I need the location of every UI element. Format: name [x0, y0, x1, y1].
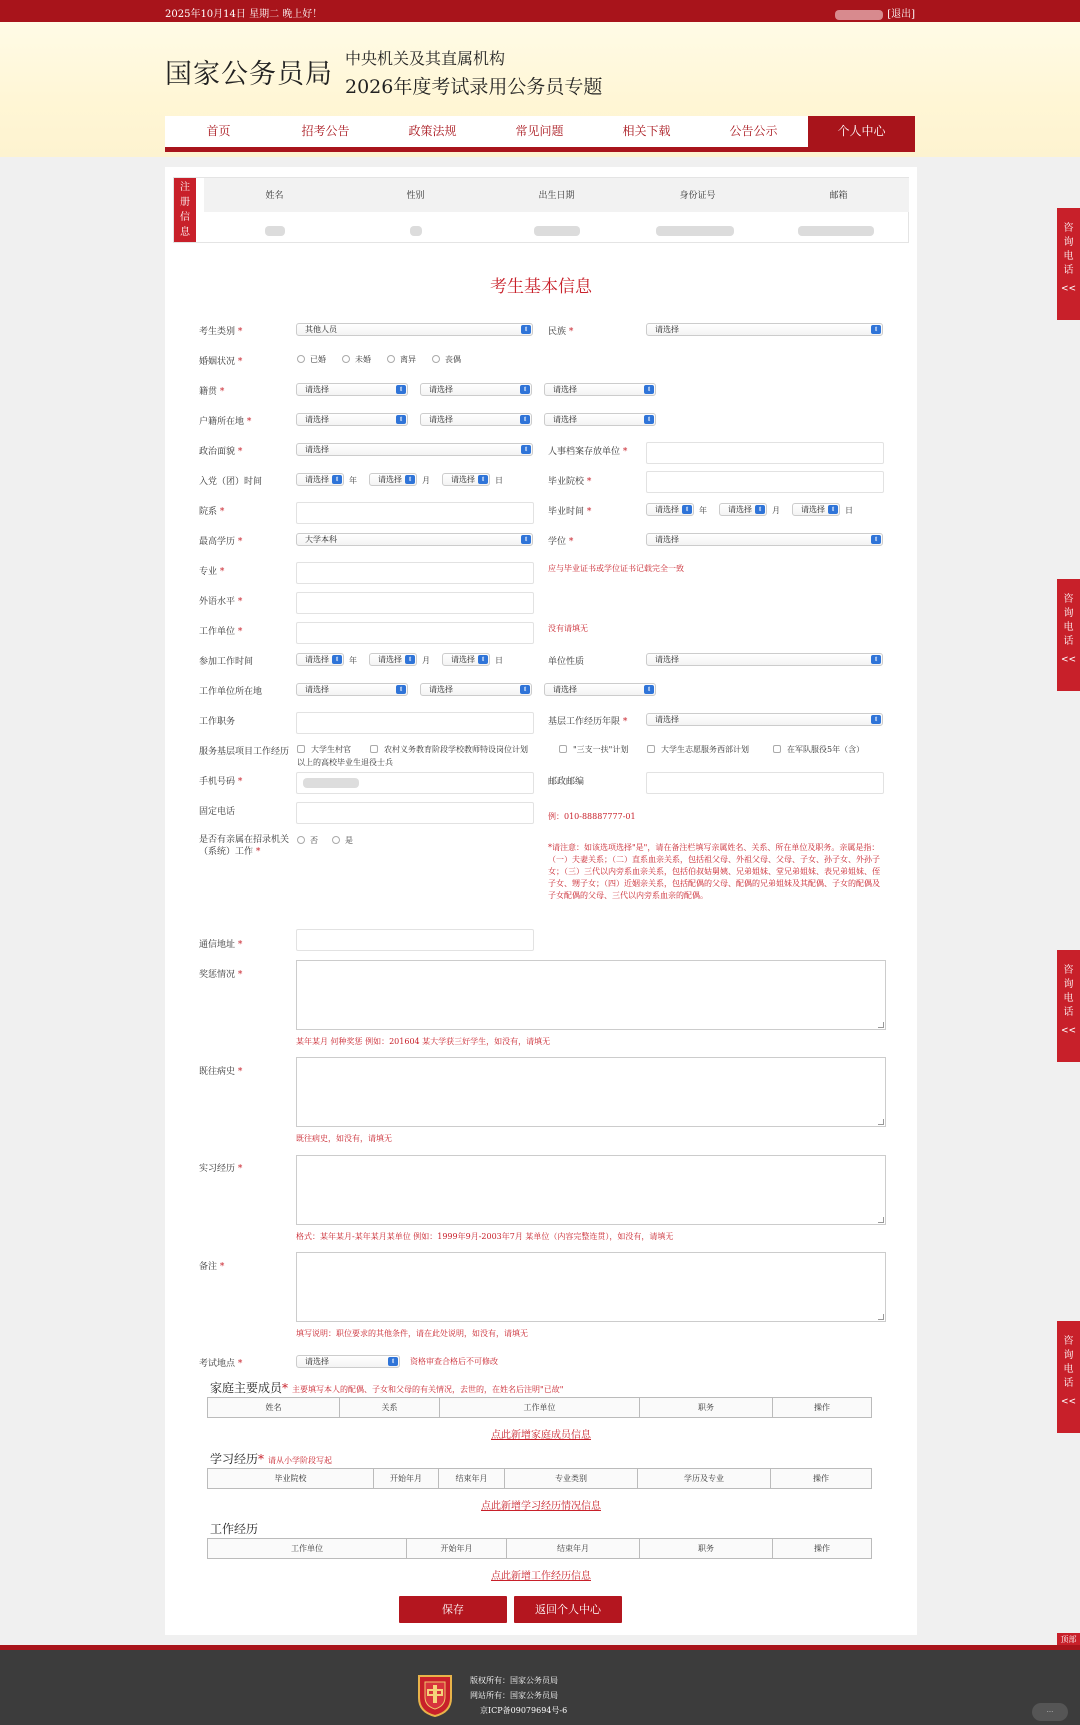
hint-major: 应与毕业证书或学位证书记载完全一致 — [548, 564, 684, 573]
registration-header — [204, 178, 909, 212]
hint-exam-location: 资格审查合格后不可修改 — [410, 1357, 498, 1366]
col-name: 姓名 — [265, 191, 284, 201]
work-city-select[interactable]: 请选择 ⇕ — [420, 683, 532, 696]
hint-landline: 例：010-88887777-01 — [548, 812, 636, 821]
consult-phone-tab-3[interactable]: 咨 询 电 话 << — [1057, 950, 1080, 1062]
col-birthdate: 出生日期 — [538, 191, 575, 201]
foreign-lang-input[interactable] — [296, 592, 534, 614]
label-grad-time: 毕业时间 * — [548, 507, 592, 517]
mobile-value-blurred — [303, 778, 359, 788]
save-button[interactable]: 保存 — [399, 1596, 507, 1623]
check-military-service[interactable]: 在军队服役5年（含） — [773, 744, 864, 755]
logout-link[interactable]: [退出] — [887, 9, 915, 20]
label-major: 专业 * — [199, 567, 225, 577]
education-select[interactable]: 大学本科 ⇕ — [296, 533, 533, 546]
native-province-select[interactable]: 请选择 ⇕ — [296, 383, 408, 396]
nav-announcements[interactable]: 招考公告 — [301, 124, 350, 138]
label-position: 工作职务 — [199, 717, 236, 727]
candidate-type-select[interactable]: 其他人员 ⇕ — [296, 323, 533, 336]
check-village-official[interactable]: 大学生村官 — [297, 744, 351, 755]
label-mobile: 手机号码 * — [199, 777, 243, 787]
hint-awards: 某年某月 何种奖惩 例如：201604 某大学获三好学生，如没有，请填无 — [296, 1037, 551, 1046]
col-email: 邮箱 — [829, 191, 848, 201]
resize-grip-icon — [878, 1119, 884, 1125]
work-month-select[interactable]: 请选择 ⇕ — [369, 653, 417, 666]
label-exam-location: 考试地点 * — [199, 1359, 243, 1369]
label-candidate-type: 考生类别 * — [199, 327, 243, 337]
label-department: 院系 * — [199, 507, 225, 517]
footer-icp[interactable]: 京ICP备09079694号-6 — [480, 1706, 568, 1715]
collapse-icon: << — [1060, 284, 1077, 294]
grad-year-select[interactable]: 请选择 ⇕ — [646, 503, 694, 516]
label-education: 最高学历 * — [199, 537, 243, 547]
hukou-city-select[interactable]: 请选择 ⇕ — [420, 413, 532, 426]
nav-downloads[interactable]: 相关下载 — [622, 124, 671, 138]
label-internship: 实习经历 * — [199, 1164, 243, 1174]
label-address: 通信地址 * — [199, 940, 243, 950]
label-landline: 固定电话 — [199, 807, 236, 817]
value-name-blurred — [265, 226, 285, 236]
label-grassroots-years: 基层工作经历年限 * — [548, 717, 628, 727]
user-area — [835, 5, 915, 20]
top-bar — [0, 0, 1080, 22]
political-select[interactable]: 请选择 ⇕ — [296, 443, 533, 456]
consult-phone-tab-4[interactable]: 咨 询 电 话 << — [1057, 1321, 1080, 1433]
resize-grip-icon — [878, 1217, 884, 1223]
registration-tag: 注 册 信 息 — [174, 178, 196, 242]
unit-nature-select[interactable]: 请选择 ⇕ — [646, 653, 883, 666]
label-party-time: 入党（团）时间 — [199, 477, 263, 487]
label-grad-school: 毕业院校 * — [548, 477, 592, 487]
study-section-title: 学习经历* 请从小学阶段写起 — [210, 1452, 333, 1466]
form-title: 考生基本信息 — [490, 277, 592, 297]
work-county-select[interactable]: 请选择 ⇕ — [544, 683, 656, 696]
archive-unit-input[interactable] — [646, 442, 884, 464]
label-political: 政治面貌 * — [199, 447, 243, 457]
collapse-icon: << — [1060, 655, 1077, 665]
label-unit-nature: 单位性质 — [548, 657, 585, 667]
label-marital: 婚姻状况 * — [199, 357, 243, 367]
work-section-title: 工作经历 — [210, 1522, 259, 1536]
value-birthdate-blurred — [534, 226, 580, 236]
hukou-province-select[interactable]: 请选择 ⇕ — [296, 413, 408, 426]
work-year-select[interactable]: 请选择 ⇕ — [296, 653, 344, 666]
radio-widowed[interactable]: 丧偶 — [432, 354, 461, 365]
add-study-link[interactable]: 点此新增学习经历情况信息 — [481, 1501, 601, 1512]
label-work-location: 工作单位所在地 — [199, 687, 263, 697]
hint-remarks: 填写说明：职位要求的其他条件，请在此处说明，如没有，请填无 — [296, 1329, 528, 1338]
resize-grip-icon — [878, 1022, 884, 1028]
medical-textarea[interactable] — [296, 1057, 886, 1127]
hukou-county-select[interactable]: 请选择 ⇕ — [544, 413, 656, 426]
header-subtitle-2: 2026年度考试录用公务员专题 — [345, 76, 603, 98]
consult-phone-tab-1[interactable]: 咨 询 电 话 << — [1057, 208, 1080, 320]
grad-day-select[interactable]: 请选择 ⇕ — [792, 503, 840, 516]
label-native-place: 籍贯 * — [199, 387, 225, 397]
registration-info — [173, 177, 909, 243]
label-relatives: 是否有亲属在招录机关（系统）工作 * — [199, 835, 290, 857]
party-day-select[interactable]: 请选择 ⇕ — [442, 473, 490, 486]
ethnicity-select[interactable]: 请选择 ⇕ — [646, 323, 883, 336]
label-archive-unit: 人事档案存放单位 * — [548, 447, 628, 457]
major-input[interactable] — [296, 562, 534, 584]
footer-copyright: 版权所有：国家公务员局 — [470, 1676, 558, 1685]
landline-input[interactable] — [296, 802, 534, 824]
select-arrow-icon: ⇕ — [871, 325, 881, 334]
grassroots-years-select[interactable]: 请选择 ⇕ — [646, 713, 883, 726]
date-greeting: 2025年10月14日 星期二 晚上好！ — [165, 9, 323, 20]
hint-internship: 格式：某年某月-某年某月某单位 例如：1999年9月-2003年7月 某单位（内容完整连贯），如没有，请填无 — [296, 1232, 674, 1241]
hint-medical: 既往病史，如没有，请填无 — [296, 1134, 392, 1143]
collapse-icon: << — [1060, 1026, 1077, 1036]
nav-home[interactable]: 首页 — [206, 124, 231, 138]
value-id-blurred — [656, 226, 734, 236]
back-to-top-button[interactable]: 顶部 — [1057, 1633, 1080, 1647]
add-work-link[interactable]: 点此新增工作经历信息 — [491, 1571, 591, 1582]
label-remarks: 备注 * — [199, 1262, 225, 1272]
study-table-header: 毕业院校 开始年月 结束年月 专业类别 学历及专业 操作 — [207, 1468, 872, 1489]
work-unit-input[interactable] — [296, 622, 534, 644]
label-awards: 奖惩情况 * — [199, 970, 243, 980]
grassroots-extra-text: 以上的高校毕业生退役士兵 — [297, 758, 393, 767]
label-work-start: 参加工作时间 — [199, 657, 254, 667]
radio-divorced[interactable]: 离异 — [387, 354, 416, 365]
username-blurred — [835, 10, 883, 20]
check-western-volunteer[interactable]: 大学生志愿服务西部计划 — [647, 744, 749, 755]
main-nav — [165, 116, 915, 152]
resize-grip-icon — [878, 1314, 884, 1320]
site-brand: 国家公务员局 — [165, 59, 333, 90]
radio-married[interactable]: 已婚 — [297, 354, 326, 365]
work-table-header: 工作单位 开始年月 结束年月 职务 操作 — [207, 1538, 872, 1559]
native-city-select[interactable]: 请选择 ⇕ — [420, 383, 532, 396]
label-medical: 既往病史 * — [199, 1067, 243, 1077]
label-degree: 学位 * — [548, 537, 574, 547]
position-input[interactable] — [296, 712, 534, 734]
work-province-select[interactable]: 请选择 ⇕ — [296, 683, 408, 696]
native-county-select[interactable]: 请选择 ⇕ — [544, 383, 656, 396]
exam-location-select[interactable]: 请选择 ⇕ — [296, 1355, 400, 1368]
nav-personal-center[interactable]: 个人中心 — [808, 116, 915, 147]
internship-textarea[interactable] — [296, 1155, 886, 1225]
emblem-logo-icon — [415, 1672, 455, 1718]
address-input[interactable] — [296, 929, 534, 951]
party-month-select[interactable]: 请选择 ⇕ — [369, 473, 417, 486]
remarks-textarea[interactable] — [296, 1252, 886, 1322]
label-postal-code: 邮政邮编 — [548, 777, 585, 787]
label-grassroots-project: 服务基层项目工作经历 — [199, 747, 290, 757]
label-work-unit: 工作单位 * — [199, 627, 243, 637]
radio-unmarried[interactable]: 未婚 — [342, 354, 371, 365]
label-foreign-lang: 外语水平 * — [199, 597, 243, 607]
main-panel: 注 册 信 息 姓名 性别 出生日期 身份证号 邮箱 考生基本信息 考生类别 * 其他人员 ⇕ 民族 * 请选择 ⇕ 婚姻状况 * 已婚 未婚 离异 丧偶 籍贯 * 请选择 ⇕ 请选择 ⇕ 请选择 ⇕ 户籍所在地 * 请选择 ⇕ 请选择 ⇕ 请选择 ⇕ 政治面貌 * 请选择 ⇕ 人事档案存放单位 * 入党（团）时间 请选择 ⇕ 年 请选择 ⇕ 月 请选择 ⇕ 日 毕业院校 * 院系 * 毕业时间 * 请选择 ⇕ 年 请选择 ⇕ 月 请选择 ⇕ 日 最高学历 * 大学本科 ⇕ 学位 * 请选择 ⇕ 专业 * 应与毕业证书或学位证书记载完全一致 外语水平 * 工作单位 * 没有请填无 参加工作时间 请选择 ⇕ 年 请选择 ⇕ 月 请选择 ⇕ 日 单位性质 请选择 ⇕ 工作单位所在地 请选择 ⇕ 请选择 ⇕ 请选择 ⇕ 工作职务 基层工作经历年限 * 请选择 ⇕ 服务基层项目工作经历 大学生村官 农村义务教育阶段学校教师特设岗位计划 "三支一扶"计划 大学生志愿服务西部计划 在军队服役5年（含） 以上的高校毕业生退役士兵 手机号码 * 邮政邮编 固定电话 例：010-88887777-01 是否有亲属在招录机关（系统）工作 * 否 是 *请注意：如该选项选择"是"，请在备注栏填写亲属姓名、关系、所在单位及职务。亲属是指：（一）夫妻关系；（二）直系血亲关系，包括祖父母、外祖父母、父母、子女、孙子女、外孙子女；（三）三代以内旁系血亲关系，包括伯叔姑舅姨、兄弟姐妹、堂兄弟姐妹、表兄弟姐妹、侄子女、甥子女；（四）近姻亲关系，包括配偶的父母、配偶的兄弟姐妹及其配偶、子女的配偶及子女配偶的父母、三代以内旁系血亲的配偶。 通信地址 * 奖惩情况 * 某年某月 何种奖惩 例如：201604 某大学获三好学生，如没有，请填无 既往病史 * 既往病史，如没有，请填无 实习经历 * 格式：某年某月-某年某月某单位 例如：1999年9月-2003年7月 某单位（内容完整连贯），如没有，请填无 备注 * 填写说明：职位要求的其他条件，请在此处说明，如没有，请填无 考试地点 * 请选择 ⇕ 资格审查合格后不可修改 家庭主要成员* 主要填写本人的配偶、子女和父母的有关情况，去世的，在姓名后注明"已故" 姓名 关系 工作单位 职务 操作 点此新增家庭成员信息 学习经历* 请从小学阶段写起 毕业院校 开始年月 结束年月 专业类别 学历及专业 操作 点此新增学习经历情况信息 工作经历 工作单位 开始年月 结束年月 职务 操作 点此新增工作经历信息 保存 返回个人中心 — [165, 167, 917, 1635]
radio-no[interactable]: 否 — [297, 835, 318, 846]
site-footer — [0, 1645, 1080, 1725]
add-family-link[interactable]: 点此新增家庭成员信息 — [491, 1430, 591, 1441]
postal-code-input[interactable] — [646, 772, 884, 794]
family-table-header: 姓名 关系 工作单位 职务 操作 — [207, 1397, 872, 1418]
label-ethnicity: 民族 * — [548, 327, 574, 337]
radio-yes[interactable]: 是 — [332, 835, 353, 846]
department-input[interactable] — [296, 502, 534, 524]
collapse-icon: << — [1060, 1397, 1077, 1407]
check-three-supports[interactable]: "三支一扶"计划 — [559, 744, 628, 755]
party-year-select[interactable]: 请选择 ⇕ — [296, 473, 344, 486]
nav-notices[interactable]: 公告公示 — [729, 124, 778, 138]
footer-owner: 网站所有：国家公务员局 — [470, 1691, 558, 1700]
check-rural-teacher[interactable]: 农村义务教育阶段学校教师特设岗位计划 — [370, 744, 528, 755]
hint-relatives: *请注意：如该选项选择"是"，请在备注栏填写亲属姓名、关系、所在单位及职务。亲属是指：（一）夫妻关系；（二）直系血亲关系，包括祖父母、外祖父母、父母、子女、孙子女、外孙子女；（三）三代以内旁系血亲关系，包括伯叔姑舅姨、兄弟姐妹、堂兄弟姐妹、表兄弟姐妹、侄子女、甥子女；（四）近姻亲关系，包括配偶的父母、配偶的兄弟姐妹及其配偶、子女的配偶及子女配偶的父母、三代以内旁系血亲的配偶。 — [548, 843, 880, 900]
nav-policies[interactable]: 政策法规 — [408, 124, 457, 138]
watermark-badge: ··· — [1032, 1703, 1068, 1721]
value-email-blurred — [798, 226, 874, 236]
select-arrow-icon: ⇕ — [521, 325, 531, 334]
nav-faq[interactable]: 常见问题 — [515, 124, 564, 138]
header-subtitle-1: 中央机关及其直属机构 — [345, 49, 506, 68]
col-id-number: 身份证号 — [679, 191, 716, 201]
back-to-center-button[interactable]: 返回个人中心 — [514, 1596, 622, 1623]
awards-textarea[interactable] — [296, 960, 886, 1030]
label-hukou: 户籍所在地 * — [199, 417, 252, 427]
grad-school-input[interactable] — [646, 471, 884, 493]
value-gender-blurred — [410, 226, 422, 236]
work-day-select[interactable]: 请选择 ⇕ — [442, 653, 490, 666]
col-gender: 性别 — [406, 191, 425, 201]
grad-month-select[interactable]: 请选择 ⇕ — [719, 503, 767, 516]
degree-select[interactable]: 请选择 ⇕ — [646, 533, 883, 546]
family-section-title: 家庭主要成员* 主要填写本人的配偶、子女和父母的有关情况，去世的，在姓名后注明"已故" — [210, 1381, 564, 1395]
hint-work-unit: 没有请填无 — [548, 624, 588, 633]
consult-phone-tab-2[interactable]: 咨 询 电 话 << — [1057, 579, 1080, 691]
